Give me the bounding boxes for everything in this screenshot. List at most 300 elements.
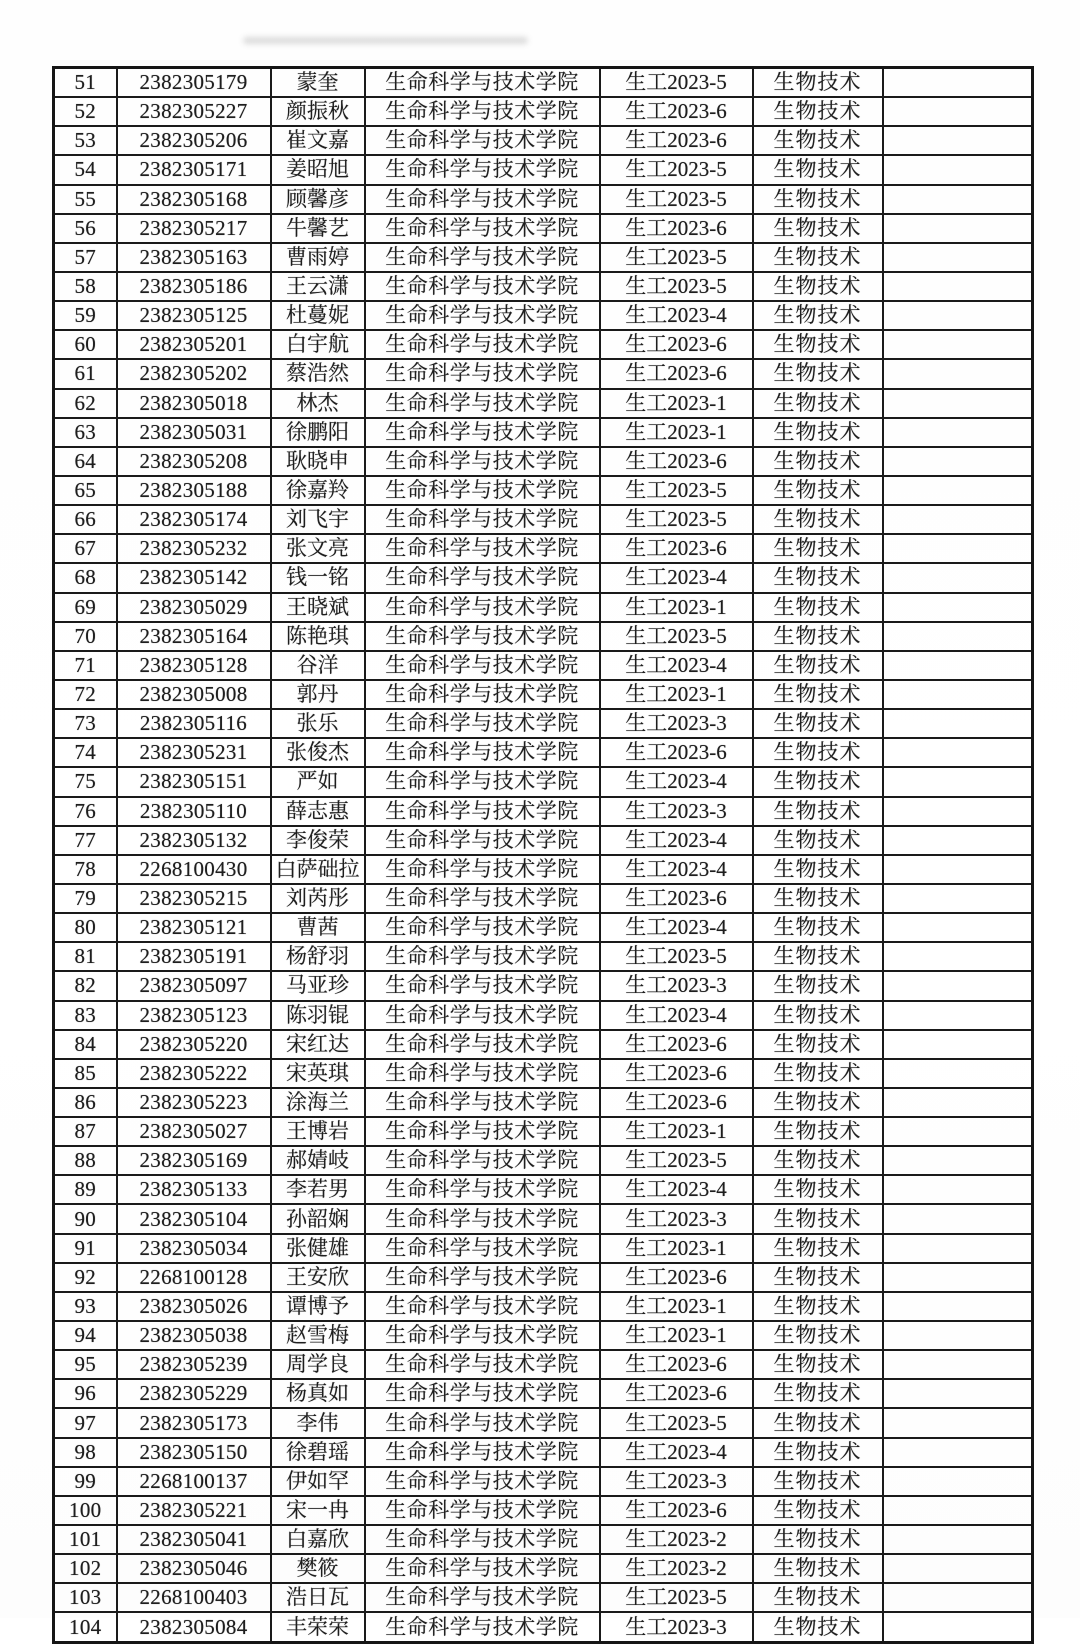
cell-seq-number: 70 <box>54 622 117 651</box>
cell-note <box>883 1146 1033 1175</box>
cell-major: 生物技术 <box>753 1263 883 1292</box>
cell-major: 生物技术 <box>753 185 883 214</box>
cell-student-name: 薛志惠 <box>271 797 365 826</box>
table-row <box>54 797 1033 826</box>
cell-class: 生工2023-4 <box>600 563 753 592</box>
cell-student-id: 2382305041 <box>117 1525 271 1554</box>
cell-student-id: 2268100137 <box>117 1467 271 1496</box>
cell-seq-number: 56 <box>54 214 117 243</box>
cell-student-name: 曹茜 <box>271 913 365 942</box>
cell-seq-number: 66 <box>54 505 117 534</box>
cell-note <box>883 389 1033 418</box>
cell-student-id: 2382305097 <box>117 971 271 1000</box>
cell-student-id: 2382305150 <box>117 1438 271 1467</box>
table-row <box>54 884 1033 913</box>
cell-college: 生命科学与技术学院 <box>365 622 600 651</box>
cell-student-name: 郝婧岐 <box>271 1146 365 1175</box>
cell-student-id: 2382305116 <box>117 709 271 738</box>
cell-seq-number: 86 <box>54 1088 117 1117</box>
cell-student-name: 谷洋 <box>271 651 365 680</box>
cell-seq-number: 96 <box>54 1379 117 1408</box>
cell-student-name: 杜蔓妮 <box>271 301 365 330</box>
table-row <box>54 185 1033 214</box>
cell-college: 生命科学与技术学院 <box>365 1001 600 1030</box>
cell-college: 生命科学与技术学院 <box>365 1263 600 1292</box>
cell-college: 生命科学与技术学院 <box>365 534 600 563</box>
cell-student-name: 崔文嘉 <box>271 126 365 155</box>
cell-class: 生工2023-5 <box>600 476 753 505</box>
cell-note <box>883 1496 1033 1525</box>
table-row <box>54 1146 1033 1175</box>
cell-seq-number: 62 <box>54 389 117 418</box>
cell-student-name: 杨舒羽 <box>271 942 365 971</box>
table-row <box>54 913 1033 942</box>
table-row <box>54 1612 1033 1642</box>
cell-student-id: 2382305221 <box>117 1496 271 1525</box>
cell-class: 生工2023-4 <box>600 855 753 884</box>
cell-student-id: 2382305038 <box>117 1321 271 1350</box>
cell-major: 生物技术 <box>753 971 883 1000</box>
cell-class: 生工2023-5 <box>600 155 753 184</box>
table-row <box>54 593 1033 622</box>
cell-student-name: 周学良 <box>271 1350 365 1379</box>
cell-major: 生物技术 <box>753 1379 883 1408</box>
cell-note <box>883 651 1033 680</box>
cell-college: 生命科学与技术学院 <box>365 1292 600 1321</box>
cell-seq-number: 103 <box>54 1583 117 1612</box>
cell-class: 生工2023-2 <box>600 1525 753 1554</box>
cell-college: 生命科学与技术学院 <box>365 797 600 826</box>
cell-seq-number: 59 <box>54 301 117 330</box>
cell-student-name: 严如 <box>271 767 365 796</box>
cell-note <box>883 1408 1033 1437</box>
cell-major: 生物技术 <box>753 1612 883 1642</box>
cell-seq-number: 93 <box>54 1292 117 1321</box>
cell-student-name: 伊如罕 <box>271 1467 365 1496</box>
cell-student-id: 2382305201 <box>117 330 271 359</box>
table-row <box>54 1234 1033 1263</box>
cell-note <box>883 942 1033 971</box>
cell-major: 生物技术 <box>753 1321 883 1350</box>
cell-note <box>883 447 1033 476</box>
cell-major: 生物技术 <box>753 1496 883 1525</box>
cell-seq-number: 82 <box>54 971 117 1000</box>
cell-college: 生命科学与技术学院 <box>365 330 600 359</box>
cell-class: 生工2023-6 <box>600 1088 753 1117</box>
cell-major: 生物技术 <box>753 563 883 592</box>
cell-seq-number: 67 <box>54 534 117 563</box>
table-row <box>54 155 1033 184</box>
cell-major: 生物技术 <box>753 1117 883 1146</box>
cell-note <box>883 738 1033 767</box>
table-row <box>54 1438 1033 1467</box>
cell-student-name: 宋红达 <box>271 1030 365 1059</box>
cell-seq-number: 95 <box>54 1350 117 1379</box>
table-row <box>54 1496 1033 1525</box>
cell-major: 生物技术 <box>753 767 883 796</box>
cell-student-id: 2382305223 <box>117 1088 271 1117</box>
cell-major: 生物技术 <box>753 272 883 301</box>
cell-student-name: 杨真如 <box>271 1379 365 1408</box>
cell-seq-number: 69 <box>54 593 117 622</box>
cell-college: 生命科学与技术学院 <box>365 418 600 447</box>
table-row <box>54 971 1033 1000</box>
cell-student-id: 2382305217 <box>117 214 271 243</box>
cell-college: 生命科学与技术学院 <box>365 185 600 214</box>
cell-student-id: 2382305220 <box>117 1030 271 1059</box>
cell-major: 生物技术 <box>753 738 883 767</box>
cell-student-id: 2382305188 <box>117 476 271 505</box>
cell-student-name: 王云潇 <box>271 272 365 301</box>
cell-student-name: 姜昭旭 <box>271 155 365 184</box>
cell-note <box>883 1612 1033 1642</box>
cell-student-name: 蒙奎 <box>271 68 365 98</box>
cell-seq-number: 60 <box>54 330 117 359</box>
table-row <box>54 301 1033 330</box>
cell-student-name: 张健雄 <box>271 1234 365 1263</box>
cell-college: 生命科学与技术学院 <box>365 505 600 534</box>
cell-major: 生物技术 <box>753 301 883 330</box>
cell-class: 生工2023-3 <box>600 1467 753 1496</box>
cell-class: 生工2023-5 <box>600 942 753 971</box>
cell-student-name: 白嘉欣 <box>271 1525 365 1554</box>
cell-student-id: 2382305026 <box>117 1292 271 1321</box>
cell-college: 生命科学与技术学院 <box>365 1234 600 1263</box>
cell-student-id: 2382305046 <box>117 1554 271 1583</box>
table-row <box>54 651 1033 680</box>
cell-class: 生工2023-1 <box>600 593 753 622</box>
cell-student-name: 王博岩 <box>271 1117 365 1146</box>
cell-college: 生命科学与技术学院 <box>365 1088 600 1117</box>
cell-seq-number: 104 <box>54 1612 117 1642</box>
table-row <box>54 68 1033 98</box>
cell-seq-number: 75 <box>54 767 117 796</box>
table-row <box>54 1408 1033 1437</box>
cell-student-id: 2382305029 <box>117 593 271 622</box>
cell-student-name: 林杰 <box>271 389 365 418</box>
cell-student-id: 2382305110 <box>117 797 271 826</box>
cell-student-id: 2382305034 <box>117 1234 271 1263</box>
cell-seq-number: 83 <box>54 1001 117 1030</box>
cell-note <box>883 1001 1033 1030</box>
cell-note <box>883 913 1033 942</box>
cell-student-name: 耿晓申 <box>271 447 365 476</box>
cell-college: 生命科学与技术学院 <box>365 651 600 680</box>
cell-class: 生工2023-6 <box>600 1496 753 1525</box>
cell-college: 生命科学与技术学院 <box>365 1059 600 1088</box>
cell-note <box>883 971 1033 1000</box>
cell-student-id: 2382305227 <box>117 97 271 126</box>
cell-student-id: 2382305229 <box>117 1379 271 1408</box>
cell-student-name: 李若男 <box>271 1175 365 1204</box>
cell-student-id: 2382305231 <box>117 738 271 767</box>
cell-student-id: 2382305084 <box>117 1612 271 1642</box>
cell-seq-number: 92 <box>54 1263 117 1292</box>
cell-major: 生物技术 <box>753 330 883 359</box>
cell-seq-number: 51 <box>54 68 117 98</box>
cell-major: 生物技术 <box>753 1030 883 1059</box>
cell-college: 生命科学与技术学院 <box>365 738 600 767</box>
cell-major: 生物技术 <box>753 1525 883 1554</box>
cell-note <box>883 1467 1033 1496</box>
cell-note <box>883 330 1033 359</box>
table-row <box>54 942 1033 971</box>
cell-major: 生物技术 <box>753 884 883 913</box>
cell-college: 生命科学与技术学院 <box>365 971 600 1000</box>
cell-student-name: 徐鹏阳 <box>271 418 365 447</box>
table-row <box>54 272 1033 301</box>
cell-college: 生命科学与技术学院 <box>365 1467 600 1496</box>
cell-note <box>883 155 1033 184</box>
cell-major: 生物技术 <box>753 1204 883 1233</box>
cell-student-id: 2382305151 <box>117 767 271 796</box>
cell-student-id: 2382305232 <box>117 534 271 563</box>
cell-college: 生命科学与技术学院 <box>365 855 600 884</box>
cell-class: 生工2023-3 <box>600 709 753 738</box>
cell-college: 生命科学与技术学院 <box>365 1554 600 1583</box>
table-row <box>54 447 1033 476</box>
cell-student-name: 钱一铭 <box>271 563 365 592</box>
table-row <box>54 389 1033 418</box>
table-row <box>54 738 1033 767</box>
cell-seq-number: 94 <box>54 1321 117 1350</box>
cell-seq-number: 63 <box>54 418 117 447</box>
cell-college: 生命科学与技术学院 <box>365 1175 600 1204</box>
table-row <box>54 243 1033 272</box>
table-row <box>54 1175 1033 1204</box>
table-row <box>54 330 1033 359</box>
cell-note <box>883 1583 1033 1612</box>
cell-student-name: 徐嘉羚 <box>271 476 365 505</box>
cell-major: 生物技术 <box>753 651 883 680</box>
cell-major: 生物技术 <box>753 126 883 155</box>
cell-note <box>883 1234 1033 1263</box>
cell-major: 生物技术 <box>753 1438 883 1467</box>
cell-college: 生命科学与技术学院 <box>365 913 600 942</box>
cell-student-name: 王安欣 <box>271 1263 365 1292</box>
cell-student-name: 颜振秋 <box>271 97 365 126</box>
cell-student-id: 2382305208 <box>117 447 271 476</box>
cell-major: 生物技术 <box>753 942 883 971</box>
cell-major: 生物技术 <box>753 1583 883 1612</box>
cell-note <box>883 563 1033 592</box>
cell-major: 生物技术 <box>753 418 883 447</box>
cell-seq-number: 90 <box>54 1204 117 1233</box>
cell-class: 生工2023-4 <box>600 1001 753 1030</box>
cell-college: 生命科学与技术学院 <box>365 826 600 855</box>
cell-class: 生工2023-6 <box>600 447 753 476</box>
cell-class: 生工2023-4 <box>600 826 753 855</box>
cell-student-name: 顾馨彦 <box>271 185 365 214</box>
cell-student-id: 2382305142 <box>117 563 271 592</box>
cell-class: 生工2023-2 <box>600 1554 753 1583</box>
cell-major: 生物技术 <box>753 855 883 884</box>
cell-seq-number: 80 <box>54 913 117 942</box>
cell-college: 生命科学与技术学院 <box>365 272 600 301</box>
cell-note <box>883 126 1033 155</box>
cell-note <box>883 243 1033 272</box>
cell-note <box>883 272 1033 301</box>
cell-seq-number: 98 <box>54 1438 117 1467</box>
cell-major: 生物技术 <box>753 1059 883 1088</box>
cell-student-name: 涂海兰 <box>271 1088 365 1117</box>
cell-student-name: 白宇航 <box>271 330 365 359</box>
cell-college: 生命科学与技术学院 <box>365 214 600 243</box>
cell-college: 生命科学与技术学院 <box>365 155 600 184</box>
cell-major: 生物技术 <box>753 389 883 418</box>
cell-student-name: 丰荣荣 <box>271 1612 365 1642</box>
cell-seq-number: 100 <box>54 1496 117 1525</box>
cell-class: 生工2023-4 <box>600 1175 753 1204</box>
cell-college: 生命科学与技术学院 <box>365 1350 600 1379</box>
cell-student-id: 2382305239 <box>117 1350 271 1379</box>
cell-class: 生工2023-5 <box>600 185 753 214</box>
cell-college: 生命科学与技术学院 <box>365 1321 600 1350</box>
table-row <box>54 97 1033 126</box>
table-row <box>54 1088 1033 1117</box>
cell-seq-number: 61 <box>54 359 117 388</box>
cell-student-id: 2382305121 <box>117 913 271 942</box>
cell-seq-number: 88 <box>54 1146 117 1175</box>
table-row <box>54 1379 1033 1408</box>
table-row <box>54 1321 1033 1350</box>
cell-major: 生物技术 <box>753 243 883 272</box>
cell-seq-number: 58 <box>54 272 117 301</box>
cell-student-id: 2382305133 <box>117 1175 271 1204</box>
cell-college: 生命科学与技术学院 <box>365 1496 600 1525</box>
cell-major: 生物技术 <box>753 826 883 855</box>
table-row <box>54 1204 1033 1233</box>
cell-note <box>883 1117 1033 1146</box>
cell-note <box>883 1321 1033 1350</box>
cell-class: 生工2023-6 <box>600 359 753 388</box>
cell-seq-number: 65 <box>54 476 117 505</box>
cell-seq-number: 53 <box>54 126 117 155</box>
cell-college: 生命科学与技术学院 <box>365 680 600 709</box>
cell-college: 生命科学与技术学院 <box>365 1030 600 1059</box>
cell-student-name: 刘芮彤 <box>271 884 365 913</box>
cell-student-id: 2268100430 <box>117 855 271 884</box>
cell-student-name: 牛馨艺 <box>271 214 365 243</box>
cell-class: 生工2023-5 <box>600 272 753 301</box>
cell-student-id: 2382305171 <box>117 155 271 184</box>
cell-note <box>883 359 1033 388</box>
table-row <box>54 1292 1033 1321</box>
cell-major: 生物技术 <box>753 359 883 388</box>
table-row <box>54 1525 1033 1554</box>
cell-college: 生命科学与技术学院 <box>365 1408 600 1437</box>
cell-student-name: 徐碧瑶 <box>271 1438 365 1467</box>
cell-major: 生物技术 <box>753 913 883 942</box>
cell-college: 生命科学与技术学院 <box>365 389 600 418</box>
cell-college: 生命科学与技术学院 <box>365 767 600 796</box>
scan-artifact-smudge <box>243 37 528 44</box>
cell-student-id: 2382305132 <box>117 826 271 855</box>
cell-student-name: 郭丹 <box>271 680 365 709</box>
table-row <box>54 1467 1033 1496</box>
cell-college: 生命科学与技术学院 <box>365 1583 600 1612</box>
cell-note <box>883 680 1033 709</box>
cell-seq-number: 57 <box>54 243 117 272</box>
cell-seq-number: 87 <box>54 1117 117 1146</box>
cell-student-name: 白萨础拉 <box>271 855 365 884</box>
cell-student-name: 李伟 <box>271 1408 365 1437</box>
cell-note <box>883 68 1033 98</box>
cell-note <box>883 214 1033 243</box>
cell-class: 生工2023-5 <box>600 505 753 534</box>
table-row <box>54 214 1033 243</box>
student-roster-table <box>52 66 1034 1644</box>
cell-student-id: 2382305169 <box>117 1146 271 1175</box>
cell-major: 生物技术 <box>753 680 883 709</box>
cell-note <box>883 185 1033 214</box>
cell-seq-number: 71 <box>54 651 117 680</box>
table-row <box>54 1583 1033 1612</box>
cell-student-name: 曹雨婷 <box>271 243 365 272</box>
cell-seq-number: 85 <box>54 1059 117 1088</box>
cell-student-name: 李俊荣 <box>271 826 365 855</box>
cell-class: 生工2023-1 <box>600 418 753 447</box>
cell-class: 生工2023-6 <box>600 534 753 563</box>
cell-seq-number: 97 <box>54 1408 117 1437</box>
cell-class: 生工2023-6 <box>600 97 753 126</box>
cell-class: 生工2023-6 <box>600 1030 753 1059</box>
cell-college: 生命科学与技术学院 <box>365 1438 600 1467</box>
cell-class: 生工2023-5 <box>600 1408 753 1437</box>
table-row <box>54 1117 1033 1146</box>
cell-class: 生工2023-5 <box>600 622 753 651</box>
cell-major: 生物技术 <box>753 1292 883 1321</box>
cell-student-id: 2382305174 <box>117 505 271 534</box>
cell-college: 生命科学与技术学院 <box>365 942 600 971</box>
cell-college: 生命科学与技术学院 <box>365 563 600 592</box>
cell-note <box>883 709 1033 738</box>
cell-student-name: 孙韶娴 <box>271 1204 365 1233</box>
table-row <box>54 534 1033 563</box>
cell-seq-number: 68 <box>54 563 117 592</box>
cell-note <box>883 1350 1033 1379</box>
cell-seq-number: 64 <box>54 447 117 476</box>
cell-seq-number: 74 <box>54 738 117 767</box>
cell-college: 生命科学与技术学院 <box>365 359 600 388</box>
cell-student-name: 赵雪梅 <box>271 1321 365 1350</box>
cell-student-name: 张俊杰 <box>271 738 365 767</box>
cell-class: 生工2023-4 <box>600 1438 753 1467</box>
cell-student-id: 2382305031 <box>117 418 271 447</box>
table-row <box>54 767 1033 796</box>
cell-student-name: 陈艳琪 <box>271 622 365 651</box>
table-row <box>54 505 1033 534</box>
cell-student-name: 马亚珍 <box>271 971 365 1000</box>
cell-student-name: 张乐 <box>271 709 365 738</box>
cell-college: 生命科学与技术学院 <box>365 1204 600 1233</box>
cell-class: 生工2023-6 <box>600 884 753 913</box>
cell-student-name: 谭博予 <box>271 1292 365 1321</box>
cell-college: 生命科学与技术学院 <box>365 1117 600 1146</box>
cell-major: 生物技术 <box>753 505 883 534</box>
cell-seq-number: 52 <box>54 97 117 126</box>
cell-student-id: 2382305215 <box>117 884 271 913</box>
cell-note <box>883 1059 1033 1088</box>
cell-student-id: 2382305128 <box>117 651 271 680</box>
table-row <box>54 418 1033 447</box>
cell-major: 生物技术 <box>753 1467 883 1496</box>
table-row <box>54 126 1033 155</box>
cell-seq-number: 78 <box>54 855 117 884</box>
cell-college: 生命科学与技术学院 <box>365 1379 600 1408</box>
cell-seq-number: 84 <box>54 1030 117 1059</box>
table-row <box>54 826 1033 855</box>
